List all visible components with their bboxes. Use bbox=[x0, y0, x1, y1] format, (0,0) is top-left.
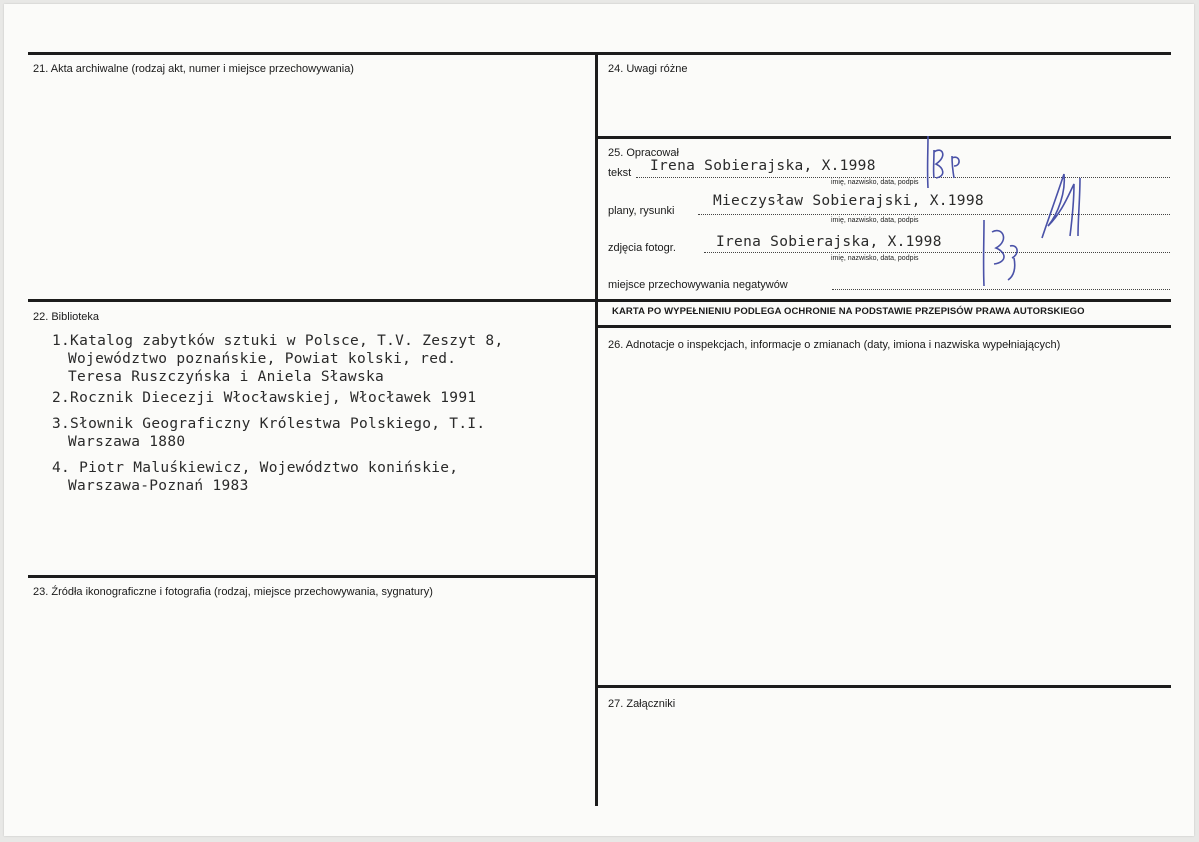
bibliography-line: 4. Piotr Maluśkiewicz, Województwo konińskie, bbox=[52, 460, 459, 476]
zdjecia-value: Irena Sobierajska, X.1998 bbox=[716, 234, 942, 250]
plany-caption: imię, nazwisko, data, podpis bbox=[831, 217, 919, 224]
rule-below-notice bbox=[596, 325, 1171, 328]
rule-26-27 bbox=[596, 685, 1171, 688]
bibliography-line: 1.Katalog zabytków sztuki w Polsce, T.V. Zeszyt 8, bbox=[52, 333, 504, 349]
bibliography-line: 2.Rocznik Diecezji Włocławskiej, Włocławek 1991 bbox=[52, 390, 477, 406]
bibliography-item-4 bbox=[52, 459, 458, 495]
zdjecia-label: zdjęcia fotogr. bbox=[608, 242, 676, 254]
signature-zdjecia bbox=[974, 218, 1030, 288]
plany-value: Mieczysław Sobierajski, X.1998 bbox=[713, 193, 984, 209]
top-rule bbox=[28, 52, 1171, 55]
rule-21-22 bbox=[28, 299, 596, 302]
bibliography-item-3 bbox=[52, 415, 485, 451]
inventory-card-back bbox=[4, 4, 1194, 836]
bibliography-line: Teresa Ruszczyńska i Aniela Sławska bbox=[68, 369, 385, 385]
bibliography-item-1 bbox=[52, 332, 504, 386]
signature-plany bbox=[1034, 168, 1094, 244]
center-divider bbox=[595, 52, 598, 806]
section-24-label: 24. Uwagi różne bbox=[608, 63, 688, 75]
bibliography-line: Warszawa-Poznań 1983 bbox=[68, 478, 249, 494]
bibliography-line: Województwo poznańskie, Powiat kolski, red. bbox=[68, 351, 457, 367]
rule-22-23 bbox=[28, 575, 596, 578]
section-25-label: 25. Opracował bbox=[608, 147, 679, 159]
plany-dotted-line bbox=[698, 214, 1170, 215]
tekst-caption: imię, nazwisko, data, podpis bbox=[831, 179, 919, 186]
bibliography-line: Warszawa 1880 bbox=[68, 434, 186, 450]
section-22-label: 22. Biblioteka bbox=[33, 311, 100, 323]
signature-tekst bbox=[922, 132, 982, 192]
zdjecia-dotted-line bbox=[704, 252, 1170, 253]
tekst-label: tekst bbox=[608, 167, 632, 179]
plany-label: plany, rysunki bbox=[608, 205, 675, 217]
bibliography-line: 3.Słownik Geograficzny Królestwa Polskiego, T.I. bbox=[52, 416, 486, 432]
negatywy-label: miejsce przechowywania negatywów bbox=[608, 279, 788, 291]
tekst-value: Irena Sobierajska, X.1998 bbox=[650, 158, 876, 174]
section-26-label: 26. Adnotacje o inspekcjach, informacje o zmianach (daty, imiona i nazwiska wypełniających) bbox=[608, 339, 1061, 351]
section-23-label: 23. Źródła ikonograficzne i fotografia (rodzaj, miejsce przechowywania, sygnatury) bbox=[33, 586, 433, 598]
bibliography-item-2 bbox=[52, 389, 476, 407]
section-21-label: 21. Akta archiwalne (rodzaj akt, numer i miejsce przechowywania) bbox=[33, 63, 354, 75]
negatywy-dotted-line bbox=[832, 289, 1170, 290]
zdjecia-caption: imię, nazwisko, data, podpis bbox=[831, 255, 919, 262]
rule-above-notice bbox=[596, 299, 1171, 302]
section-27-label: 27. Załączniki bbox=[608, 698, 676, 710]
rule-24-25 bbox=[596, 136, 1171, 139]
copyright-notice: KARTA PO WYPEŁNIENIU PODLEGA OCHRONIE NA PODSTAWIE PRZEPISÓW PRAWA AUTORSKIEGO bbox=[612, 306, 1085, 317]
